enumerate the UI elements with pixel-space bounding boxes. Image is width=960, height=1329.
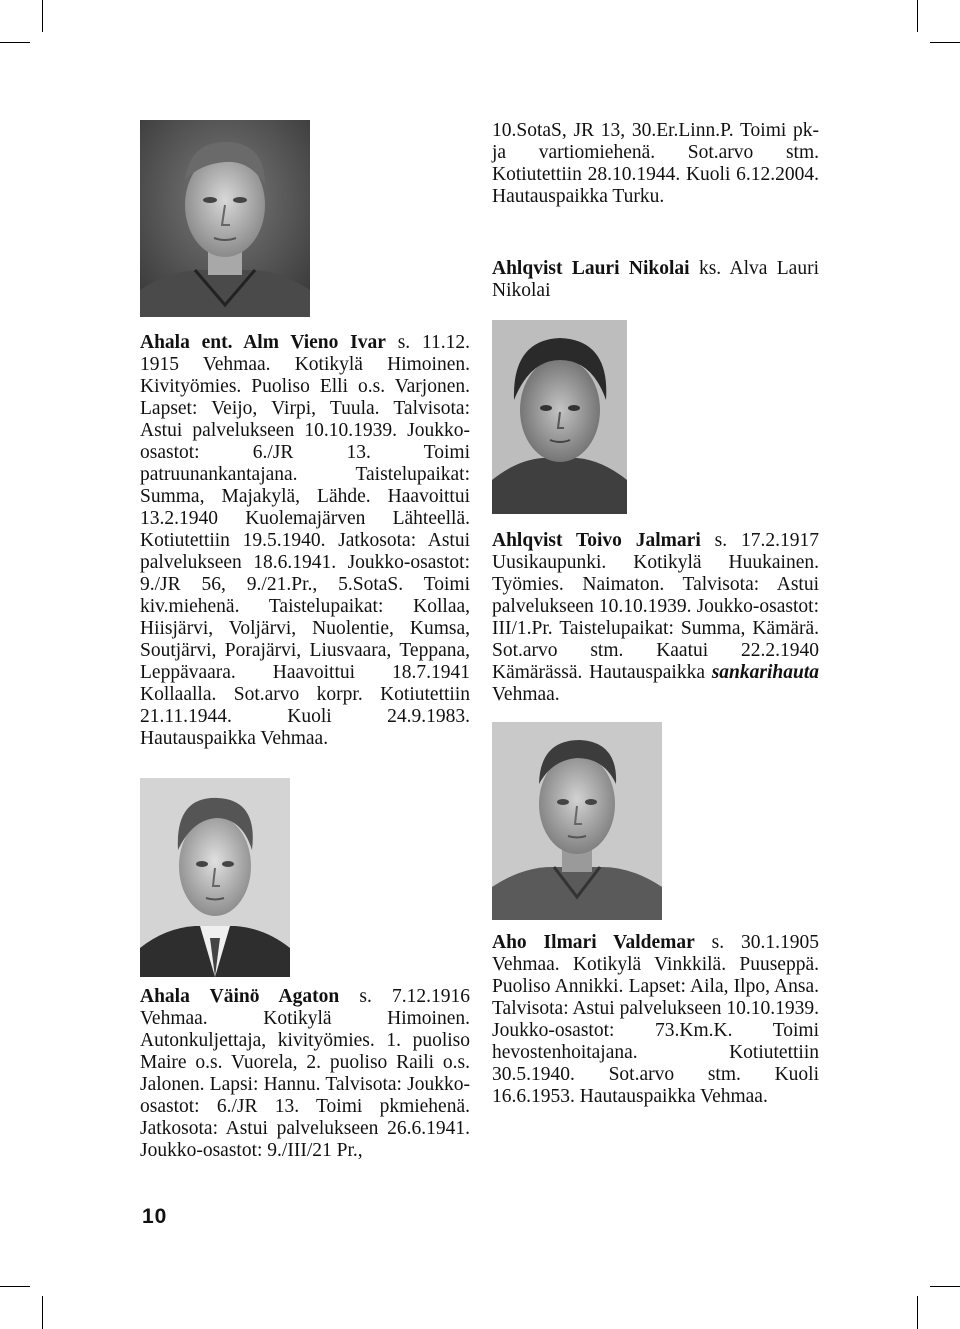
entry-italic-text: sankarihauta	[711, 662, 819, 683]
crossref-entry	[492, 258, 819, 302]
crop-mark	[917, 1296, 918, 1329]
continued-entry-text: 10.SotaS, JR 13, 30.Er.Linn.P. Toimi pk- ja vartiomiehenä. Sot.arvo stm. Kotiutettiin 28.10.1944. Kuoli 6.12.2004. Hautauspaikka Turku.	[492, 120, 819, 207]
entry-text: s. 17.2.1917 Uusikaupunki. Kotikylä Huukainen. Työmies. Naimaton. Talvisota: Astui palvelukseen 10.10.1939. Joukko-osastot: III/1.Pr. Taistelupaikat: Summa, Kämärä. Sot.arvo stm. Kaatui 22.2.1940 Kämärässä. Hautauspaikka	[492, 530, 819, 683]
entry-text: s. 11.12. 1915 Vehmaa. Kotikylä Himoinen. Kivityömies. Puoliso Elli o.s. Varjonen. Lapset: Veijo, Virpi, Tuula. Talvisota: Astui palvelukseen 10.10.1939. Joukko-osastot: 6./JR 13. Toimi patruunankantajana. Taistelupaikat: Summa, Majakylä, Lähde. Haavoittui 13.2.1940 Kuolemajärven Lähteellä. Kotiutettiin 19.5.1940. Jatkosota: Astui palvelukseen 18.6.1941. Joukko-osastot: 9./JR 56, 9./21.Pr., 5.SotaS. Toimi kiv.miehenä. Taistelupaikat: Kollaa, Hiisjärvi, Voljärvi, Nuolentie, Kumsa, Soutjärvi, Porajärvi, Liusvaara, Teppana, Leppävaara. Haavoittui 18.7.1941 Kollaalla. Sot.arvo korpr. Kotiutettiin 21.11.1944. Kuoli 24.9.1983. Hautauspaikka Vehmaa.	[140, 332, 470, 749]
entry-name: Aho Ilmari Valdemar	[492, 932, 695, 953]
crossref-text: ks. Alva Lauri Nikolai	[492, 258, 820, 301]
portrait-photo-aho-ilmari	[492, 722, 662, 920]
entry-text: s. 30.1.1905 Vehmaa. Kotikylä Vinkkilä. Puuseppä. Puoliso Annikki. Lapset: Aila, Ilpo, Ansa. Talvisota: Astui palvelukseen 10.10.1939. Joukko-osastot: 73.Km.K. Toimi hevostenhoitajana. Kotiutettiin 30.5.1940. Sot.arvo stm. Kuoli 16.6.1953. Hautauspaikka Vehmaa.	[492, 932, 819, 1107]
portrait-photo-ahala-vaino	[140, 778, 290, 977]
entry-name: Ahlqvist Toivo Jalmari	[492, 530, 701, 551]
portrait-photo-ahala-vieno	[140, 120, 310, 317]
crop-mark	[42, 0, 43, 32]
crossref-name: Ahlqvist Lauri Nikolai	[492, 258, 690, 279]
entry-ahlqvist-toivo	[492, 530, 819, 706]
entry-ahala-vieno	[140, 332, 470, 750]
page-number: 10	[142, 1205, 168, 1228]
entry-text: s. 7.12.1916 Vehmaa. Kotikylä Himoinen. Autonkuljettaja, kivityömies. 1. puoliso Maire o.s. Vuorela, 2. puoliso Raili o.s. Jalonen. Lapsi: Hannu. Talvisota: Joukko-osastot: 6./JR 13. Toimi pkmiehenä. Jatkosota: Astui palvelukseen 26.6.1941. Joukko-osastot: 9./III/21 Pr.,	[140, 986, 470, 1161]
entry-ahala-vaino	[140, 986, 470, 1162]
entry-aho-ilmari	[492, 932, 819, 1108]
crop-mark	[917, 0, 918, 32]
crop-mark	[0, 1286, 30, 1287]
crop-mark	[930, 42, 960, 43]
crop-mark	[42, 1296, 43, 1329]
crop-mark	[0, 42, 30, 43]
entry-text-end: Vehmaa.	[492, 684, 560, 705]
crop-mark	[930, 1286, 960, 1287]
entry-name: Ahala Väinö Agaton	[140, 986, 340, 1007]
portrait-photo-ahlqvist-toivo	[492, 320, 627, 514]
entry-name: Ahala ent. Alm Vieno Ivar	[140, 332, 386, 353]
